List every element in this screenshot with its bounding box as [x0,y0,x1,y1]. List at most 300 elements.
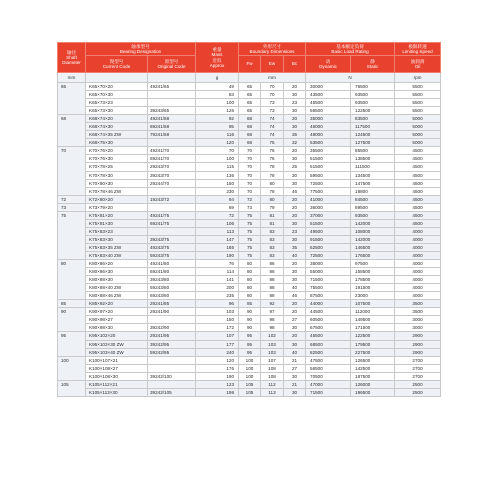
current-header-en: Current Code [102,64,131,69]
boundary-dimensions-header [239,43,306,56]
original-code-cell [148,99,196,107]
original-code-cell [148,364,196,372]
oil-speed-cell: 2700 [395,364,441,372]
static-load-cell: 124500 [351,131,395,139]
oil-speed-cell: 4500 [395,179,441,187]
oil-speed-cell: 2700 [395,356,441,364]
fw-cell: 65 [239,99,261,107]
shaft-diameter-cell: 95 [58,332,86,356]
bc-cell: 20 [284,83,306,91]
bc-cell: 30 [284,235,306,243]
original-code-cell: 29241/85 [148,300,196,308]
mass-cell: 150 [196,316,239,324]
current-code-cell: K80×88×46 ZW [86,292,148,300]
current-code-cell: K65×70×30 [86,91,148,99]
dynamic-load-cell: 70500 [306,372,351,380]
dynamic-load-cell: 45500 [306,99,351,107]
oil-speed-cell: 3000 [395,316,441,324]
bc-cell: 23 [284,99,306,107]
mass-cell: 200 [196,284,239,292]
original-code-cell: 29241/90 [148,308,196,316]
load-header-cn: 基本额定负荷 [336,43,364,49]
ew-cell: 83 [261,251,284,259]
static-load-cell: 171500 [351,324,395,332]
bc-cell: 25 [284,163,306,171]
current-code-header [86,56,148,73]
current-code-cell: K80×86×30 [86,268,148,276]
dynamic-load-cell: 56500 [306,364,351,372]
table-row [58,324,441,332]
dynamic-load-cell: 51500 [306,155,351,163]
original-code-cell [148,91,196,99]
shaft-diameter-cell: 65 [58,83,86,115]
fw-cell: 75 [239,219,261,227]
ew-cell: 76 [261,147,284,155]
shaft-diameter-cell: 100 [58,356,86,380]
ew-cell: 103 [261,340,284,348]
oil-speed-cell: 4500 [395,187,441,195]
fw-cell: 68 [239,139,261,147]
static-load-cell: 176500 [351,251,395,259]
oil-speed-cell: 3500 [395,300,441,308]
table-row [58,316,441,324]
current-code-cell: K95×103×30 ZW [86,340,148,348]
table-row [58,123,441,131]
static-load-cell: 89500 [351,203,395,211]
dynamic-header-cn: 动 [325,58,331,64]
original-code-cell: 69241/70 [148,155,196,163]
mass-cell: 83 [196,91,239,99]
mass-cell: 49 [196,83,239,91]
mass-cell: 141 [196,276,239,284]
original-code-cell: 59243/75 [148,251,196,259]
static-header-en: Static [366,64,379,69]
current-code-cell: K95×102×20 [86,332,148,340]
mass-cell: 147 [196,235,239,243]
bc-cell: 20 [284,147,306,155]
ew-cell: 81 [261,211,284,219]
table-row [58,276,441,284]
fw-cell: 90 [239,308,261,316]
ew-cell: 83 [261,235,284,243]
mass-cell: 123 [196,380,239,388]
oil-speed-cell: 5000 [395,131,441,139]
table-row [58,364,441,372]
dynamic-load-cell: 72500 [306,179,351,187]
table-row [58,356,441,364]
table-row [58,332,441,340]
original-code-cell: 39242/105 [148,388,196,396]
ew-cell: 70 [261,91,284,99]
table-row [58,260,441,268]
table-row [58,91,441,99]
ew-cell: 92 [261,300,284,308]
oil-speed-cell: 3000 [395,324,441,332]
current-code-cell: K73×79×20 [86,203,148,211]
static-load-cell: 138500 [351,155,395,163]
bc-cell: 21 [284,356,306,364]
fw-cell: 72 [239,195,261,203]
bc-cell: 30 [284,91,306,99]
current-code-cell: K70×78×46 ZW [86,187,148,195]
ew-cell: 83 [261,227,284,235]
original-code-cell: 39243/80 [148,276,196,284]
dynamic-load-cell: 72500 [306,251,351,259]
bc-cell: 20 [284,115,306,123]
current-code-cell: K85×92×20 [86,300,148,308]
fw-cell: 80 [239,260,261,268]
dynamic-load-cell: 30000 [306,83,351,91]
shaft-diameter-cell: 70 [58,147,86,195]
mass-cell: 150 [196,179,239,187]
static-load-cell: 187500 [351,372,395,380]
mass-cell: 235 [196,292,239,300]
mass-cell: 100 [196,155,239,163]
dynamic-load-cell: 53500 [306,139,351,147]
current-code-cell: K75×81×20 [86,211,148,219]
shaft-diameter-cell: 72 [58,195,86,203]
dynamic-load-cell: 55000 [306,268,351,276]
dynamic-load-cell: 37000 [306,211,351,219]
shaft-diameter-cell: 90 [58,308,86,332]
dynamic-load-cell: 67500 [306,324,351,332]
dynamic-load-cell: 43500 [306,91,351,99]
oil-speed-cell: 4500 [395,163,441,171]
bc-cell: 30 [284,155,306,163]
mass-cell: 100 [196,99,239,107]
fw-cell: 80 [239,292,261,300]
fw-cell: 85 [239,300,261,308]
static-load-cell: 18800 [351,187,395,195]
table-row [58,187,441,195]
bc-cell: 30 [284,123,306,131]
bc-cell: 30 [284,340,306,348]
table-row [58,147,441,155]
bc-cell: 30 [284,179,306,187]
oil-speed-cell: 4500 [395,203,441,211]
ew-cell: 102 [261,332,284,340]
shaft-diameter-cell: 68 [58,115,86,147]
table-row [58,219,441,227]
limiting-speed-header [395,43,441,56]
bc-cell: 40 [284,284,306,292]
fw-cell: 70 [239,179,261,187]
oil-speed-cell: 2500 [395,388,441,396]
ew-cell: 113 [261,388,284,396]
oil-speed-cell: 4500 [395,147,441,155]
units-row [58,73,441,83]
static-load-cell: 107500 [351,300,395,308]
bc-cell: 20 [284,300,306,308]
oil-speed-cell: 2900 [395,332,441,340]
static-load-cell: 142000 [351,219,395,227]
dynamic-load-cell: 51500 [306,219,351,227]
dynamic-load-cell: 47500 [306,356,351,364]
static-load-cell: 93500 [351,99,395,107]
ew-cell: 76 [261,155,284,163]
ew-cell: 97 [261,308,284,316]
shaft-diameter-cell: 105 [58,380,86,396]
fw-cell: 90 [239,324,261,332]
fw-cell: 95 [239,332,261,340]
static-load-cell: 142500 [351,364,395,372]
original-code-cell: 79241/68 [148,131,196,139]
mass-cell: 114 [196,268,239,276]
ew-cell: 78 [261,171,284,179]
current-code-cell: K90×98×30 [86,324,148,332]
static-load-cell: 122500 [351,332,395,340]
original-code-cell: 39242/95 [148,340,196,348]
oil-speed-cell: 5500 [395,83,441,91]
ew-cell: 70 [261,83,284,91]
bc-cell: 30 [284,219,306,227]
mass-cell: 198 [196,388,239,396]
mass-header-approx-cn: 近似 [212,57,222,63]
fw-cell: 95 [239,348,261,356]
ew-cell: 108 [261,372,284,380]
original-header-cn: 原型号 [164,58,179,64]
dynamic-load-cell: 51500 [306,163,351,171]
original-code-cell: 29244/70 [148,179,196,187]
bc-cell: 32 [284,139,306,147]
unit-load: N [306,73,395,83]
dynamic-load-cell: 71500 [306,388,351,396]
mass-cell: 165 [196,243,239,251]
oil-header [395,56,441,73]
shaft-diameter-cell: 75 [58,211,86,259]
dynamic-load-cell: 49500 [306,227,351,235]
original-code-cell: 49241/68 [148,115,196,123]
table-row [58,243,441,251]
static-load-cell: 178500 [351,276,395,284]
ew-cell: 86 [261,268,284,276]
bc-cell: 30 [284,276,306,284]
original-code-cell: 49241/65 [148,83,196,91]
fw-cell: 68 [239,123,261,131]
ew-cell: 74 [261,115,284,123]
mass-cell: 94 [196,195,239,203]
ew-cell: 98 [261,324,284,332]
original-code-cell [148,203,196,211]
table-row [58,203,441,211]
ew-cell: 98 [261,316,284,324]
dynamic-load-cell: 56500 [306,107,351,115]
ew-cell: 75 [261,139,284,147]
original-code-cell: 49241/80 [148,260,196,268]
oil-speed-cell: 4500 [395,219,441,227]
oil-speed-cell: 4500 [395,195,441,203]
mass-header-approx-en: Approx [209,62,225,68]
boundary-header-cn: 外形尺寸 [262,43,282,49]
oil-header-cn: 油润滑 [410,58,425,64]
ew-cell: 88 [261,284,284,292]
current-code-cell: K75×83×40 ZW [86,251,148,259]
current-code-cell: K75×83×35 ZW [86,243,148,251]
current-code-cell: K80×86×20 [86,260,148,268]
table-row [58,131,441,139]
table-row [58,300,441,308]
static-load-cell: 83500 [351,115,395,123]
unit-original-blank [148,73,196,83]
fw-cell: 70 [239,155,261,163]
current-code-cell: K75×83×23 [86,227,148,235]
fw-cell: 73 [239,203,261,211]
table-row [58,83,441,91]
static-load-cell: 84500 [351,195,395,203]
mass-cell: 126 [196,107,239,115]
shaft-diameter-cell: 80 [58,260,86,300]
bc-cell: 30 [284,171,306,179]
static-load-cell: 108000 [351,227,395,235]
mass-cell: 176 [196,364,239,372]
mass-cell: 240 [196,348,239,356]
ew-cell: 108 [261,364,284,372]
original-code-cell: 39243/75 [148,235,196,243]
table-row [58,372,441,380]
ew-cell: 80 [261,179,284,187]
mass-cell: 107 [196,332,239,340]
ew-cell: 88 [261,292,284,300]
fw-cell: 80 [239,284,261,292]
static-load-cell: 127500 [351,139,395,147]
table-row [58,235,441,243]
fw-cell: 70 [239,171,261,179]
dynamic-load-cell: 77500 [306,187,351,195]
fw-cell: 65 [239,91,261,99]
fw-cell: 65 [239,83,261,91]
dynamic-load-cell: 38000 [306,260,351,268]
fw-cell: 75 [239,235,261,243]
mass-cell: 177 [196,340,239,348]
static-load-cell: 134500 [351,171,395,179]
oil-speed-cell: 5000 [395,139,441,147]
current-code-cell: K105×112×21 [86,380,148,388]
fw-cell: 65 [239,107,261,115]
ew-cell: 74 [261,123,284,131]
current-code-cell: K90×97×20 [86,308,148,316]
table-row [58,195,441,203]
current-code-cell: K68×75×30 [86,139,148,147]
oil-header-en: Oil [414,64,421,69]
original-code-cell [148,316,196,324]
current-code-cell: K65×70×20 [86,83,148,91]
static-load-cell: 149500 [351,316,395,324]
static-header [351,56,395,73]
shaft-header-cn: 轴径 [66,49,77,55]
bc-cell: 20 [284,260,306,268]
ew-cell: 73 [261,107,284,115]
static-load-cell: 93500 [351,91,395,99]
bc-cell: 20 [284,203,306,211]
mass-cell: 116 [196,131,239,139]
table-row [58,155,441,163]
current-code-cell: K90×98×27 [86,316,148,324]
fw-cell: 80 [239,268,261,276]
ew-cell: 80 [261,195,284,203]
bc-cell: 20 [284,211,306,219]
static-load-cell: 179500 [351,340,395,348]
current-code-cell: K65×73×23 [86,99,148,107]
current-code-cell: K100×108×27 [86,364,148,372]
original-code-cell [148,380,196,388]
fw-cell: 70 [239,187,261,195]
oil-speed-cell: 4000 [395,276,441,284]
mass-cell: 106 [196,219,239,227]
dynamic-header-en: Dynamic [319,64,337,69]
bearing-specification-table [57,42,441,397]
fw-cell: 80 [239,276,261,284]
static-load-cell: 76500 [351,83,395,91]
static-load-cell: 97500 [351,260,395,268]
load-header-en: Basic Load Rating [331,49,369,54]
original-code-cell [148,187,196,195]
current-code-cell: K75×81×30 [86,219,148,227]
fw-cell: 95 [239,340,261,348]
bc-cell: 40 [284,348,306,356]
oil-speed-cell: 4500 [395,171,441,179]
dynamic-load-cell: 46000 [306,123,351,131]
bc-cell: 35 [284,243,306,251]
current-header-cn: 现型号 [109,58,124,64]
mass-cell: 120 [196,356,239,364]
ew-cell: 86 [261,260,284,268]
bearing-designation-header [86,43,196,56]
shaft-diameter-cell: 85 [58,300,86,308]
table-row [58,115,441,123]
bc-cell: 40 [284,251,306,259]
bearing-table-body [58,83,441,397]
ew-cell: 78 [261,187,284,195]
dynamic-load-cell: 44000 [306,300,351,308]
fw-cell: 100 [239,372,261,380]
fw-cell: 75 [239,227,261,235]
static-load-cell: 147500 [351,179,395,187]
table-row [58,251,441,259]
current-code-cell: K100×108×30 [86,372,148,380]
bc-cell: 30 [284,324,306,332]
oil-speed-cell: 4000 [395,251,441,259]
speed-header-cn: 极限转速 [408,43,427,49]
fw-cell: 68 [239,131,261,139]
oil-speed-cell: 2700 [395,372,441,380]
static-load-cell: 142000 [351,235,395,243]
bc-cell: 20 [284,332,306,340]
original-code-cell: 69243/80 [148,292,196,300]
current-code-cell: K65×73×30 [86,107,148,115]
dynamic-load-cell: 60500 [306,316,351,324]
dynamic-load-cell: 41000 [306,195,351,203]
oil-speed-cell: 4000 [395,227,441,235]
bc-cell: 46 [284,292,306,300]
static-load-cell: 196500 [351,388,395,396]
unit-speed: rpm [395,73,441,83]
speed-header-en: Limiting Speed [402,49,433,54]
dynamic-load-cell: 44500 [306,308,351,316]
dynamic-load-cell: 62500 [306,243,351,251]
oil-speed-cell: 4000 [395,292,441,300]
oil-speed-cell: 4000 [395,243,441,251]
fw-cell: 105 [239,388,261,396]
oil-speed-cell: 5500 [395,99,441,107]
oil-speed-cell: 4000 [395,235,441,243]
current-code-cell: K70×76×20 [86,147,148,155]
table-row [58,227,441,235]
bc-cell: 30 [284,372,306,380]
oil-speed-cell: 4500 [395,155,441,163]
mass-cell: 103 [196,308,239,316]
bc-cell: 20 [284,308,306,316]
table-row [58,292,441,300]
